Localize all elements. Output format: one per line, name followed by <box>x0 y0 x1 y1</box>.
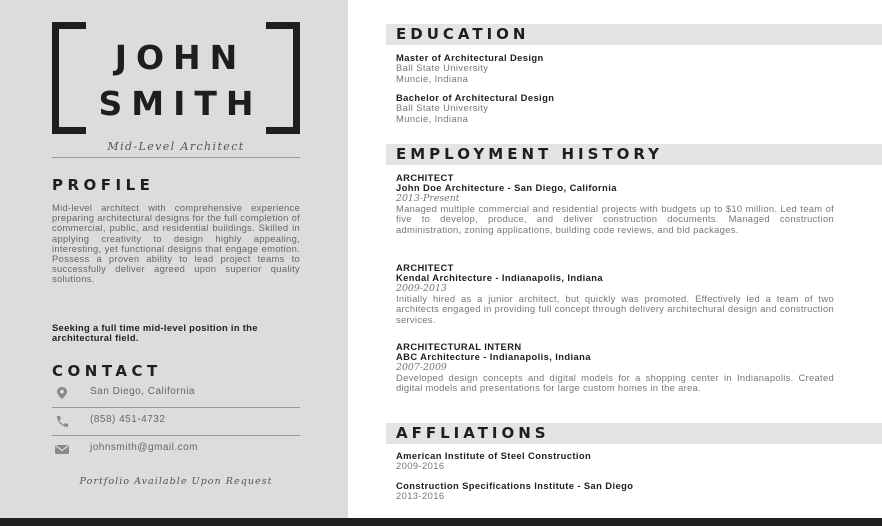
affiliation-item <box>396 451 834 472</box>
email-icon <box>54 442 70 456</box>
divider <box>52 157 300 158</box>
job-description: Managed multiple commercial and residential projects with budgets up to $10 million. Led team of five to develop, produce, and deliver construction documents. Managed construction administration, zoning applications, building code reviews, and bid packages. <box>396 203 834 235</box>
job-dates: 2009-2013 <box>396 282 447 294</box>
job-title: ARCHITECT <box>396 262 454 273</box>
job-company: Kendal Architecture - Indianapolis, Indiana <box>396 272 603 284</box>
contact-location-text: San Diego, California <box>90 386 195 397</box>
affiliation-dates: 2013-2016 <box>396 490 445 502</box>
job-entry <box>396 173 834 235</box>
location-pin-icon <box>54 386 70 400</box>
affiliation-name: American Institute of Steel Construction <box>396 450 592 461</box>
affiliation-item <box>396 481 834 502</box>
job-description: Initially hired as a junior architect, but quickly was promoted. Effectively led a team of two architects engaged in providing full concept through delivery architechural design and construction services. <box>396 293 834 325</box>
job-dates: 2013-Present <box>396 192 460 204</box>
employment-heading: EMPLOYMENT HISTORY <box>386 144 882 165</box>
contact-email-text: johnsmith@gmail.com <box>90 442 199 453</box>
portfolio-note: Portfolio Available Upon Request <box>79 476 273 487</box>
job-description: Developed design concepts and digital models for a shopping center in Indianapolis. Created digital models and presentations for large custom homes in the area. <box>396 372 834 394</box>
name-block <box>52 22 300 134</box>
last-name: SMITH <box>98 84 263 123</box>
contact-phone <box>52 408 300 436</box>
profile-heading: PROFILE <box>52 176 155 194</box>
affiliations-heading: AFFLIATIONS <box>386 423 882 444</box>
sidebar <box>0 0 348 518</box>
profile-text: Mid-level architect with comprehensive experience preparing architectural designs for the full completion of commercial, public, and residential buildings. Skilled in applying creativity to design highly appealing, interesting, yet functional designs that engage emotion. Possess a proven ability to lead project teams to successfully deliver agreed upon superior quality solutions. <box>52 202 300 285</box>
affiliation-name: Construction Specifications Institute - San Diego <box>396 480 634 491</box>
job-entry <box>396 263 834 325</box>
profile-objective: Seeking a full time mid-level position in the architectural field. <box>52 322 258 344</box>
job-dates: 2007-2009 <box>396 361 447 373</box>
phone-icon <box>54 414 70 428</box>
education-item <box>396 93 834 124</box>
first-name: JOHN <box>114 38 247 77</box>
contact-phone-text: (858) 451-4732 <box>90 414 166 425</box>
job-title: ARCHITECT <box>396 172 454 183</box>
main-column <box>348 0 882 518</box>
education-item <box>396 53 834 84</box>
education-heading: EDUCATION <box>386 24 882 45</box>
affiliation-dates: 2009-2016 <box>396 460 445 472</box>
school: Ball State University <box>396 62 489 74</box>
contact-heading: CONTACT <box>52 362 162 380</box>
job-title: ARCHITECTURAL INTERN <box>396 341 522 352</box>
job-company: ABC Architecture - Indianapolis, Indiana <box>396 351 591 363</box>
job-title: Mid-Level Architect <box>107 140 245 153</box>
footer-bar <box>0 518 882 526</box>
contact-email <box>52 436 300 464</box>
job-entry <box>396 342 834 394</box>
degree: Master of Architectural Design <box>396 52 544 63</box>
school-location: Muncie, Indiana <box>396 72 469 84</box>
contact-location <box>52 380 300 408</box>
school: Ball State University <box>396 102 489 114</box>
job-company: John Doe Architecture - San Diego, California <box>396 182 617 194</box>
school-location: Muncie, Indiana <box>396 112 469 124</box>
degree: Bachelor of Architectural Design <box>396 92 555 103</box>
